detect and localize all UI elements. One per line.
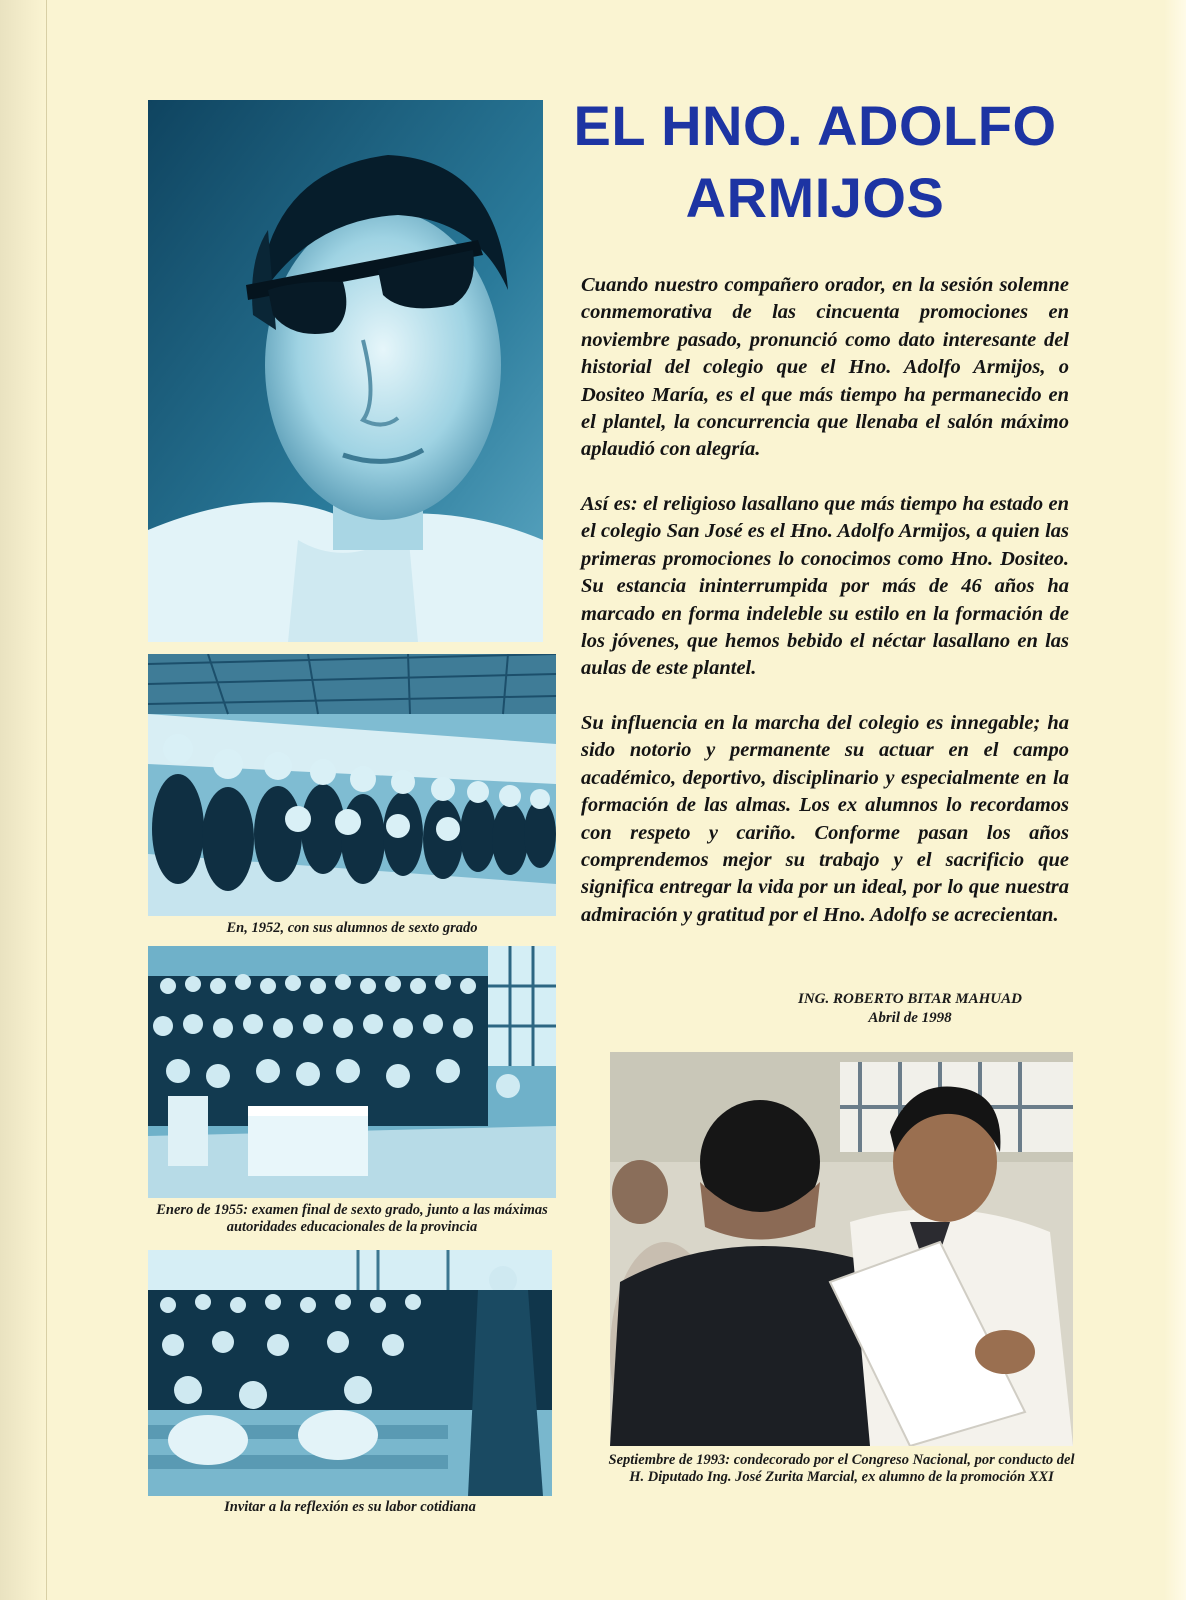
caption-photo-1993: Septiembre de 1993: condecorado por el Congreso Nacional, por conducto del H. Diputado Ing. José Zurita Marcial, ex alumno de la promoción XXI [608,1452,1075,1485]
page-edge-right [1164,0,1186,1600]
paragraph-3: Su influencia en la marcha del colegio es innegable; ha sido notorio y permanente su actuar en el campo académico, deportivo, disciplinario y especialmente en la formación de las almas. Los ex alumnos lo recordamos con respeto y cariño. Conforme pasan los años comprendemos mejor su trabajo y el sacrificio que significa entregar la vida por un ideal, por lo que nuestra admiración y gratitud por el Hno. Adolfo se acrecientan. [581,712,1069,926]
caption-photo-1955: Enero de 1955: examen final de sexto grado, junto a las máximas autoridades educacionales de la provincia [156,1202,548,1235]
caption-photo-classroom: Invitar a la reflexión es su labor cotidiana [224,1499,476,1515]
photo-1993-ceremony [610,1052,1073,1446]
author-name: ING. ROBERTO BITAR MAHUAD [798,991,1022,1007]
paragraph-2: Así es: el religioso lasallano que más tiempo ha estado en el colegio San José es el Hno. Adolfo Armijos, a quien las primeras promociones lo conocimos como Hno. Dositeo. Su estancia ininterrumpida por más de 46 años ha marcado en forma indeleble su estilo en la formación de los jóvenes, que hemos bebido el néctar lasallano en las aulas de este plantel. [581,493,1069,680]
author-date: Abril de 1998 [868,1010,952,1026]
portrait-photo [148,100,543,642]
caption-photo-1952: En, 1952, con sus alumnos de sexto grado [226,920,478,936]
article-title-line-2: ARMIJOS [685,166,945,229]
page-fold-left [0,0,47,1600]
article-title-line-1: EL HNO. ADOLFO [573,94,1057,157]
photo-1952-students [148,654,556,916]
paragraph-1: Cuando nuestro compañero orador, en la sesión solemne conmemorativa de las cincuenta promociones en noviembre pasado, pronunció como dato interesante del historial del colegio que el Hno. Adolfo Armijos, o Dositeo María, es el que más tiempo ha permanecido en el plantel, la concurrencia que llenaba el salón máximo aplaudió con alegría. [581,274,1069,461]
photo-classroom [148,1250,552,1496]
photo-1955-exam [148,946,556,1198]
